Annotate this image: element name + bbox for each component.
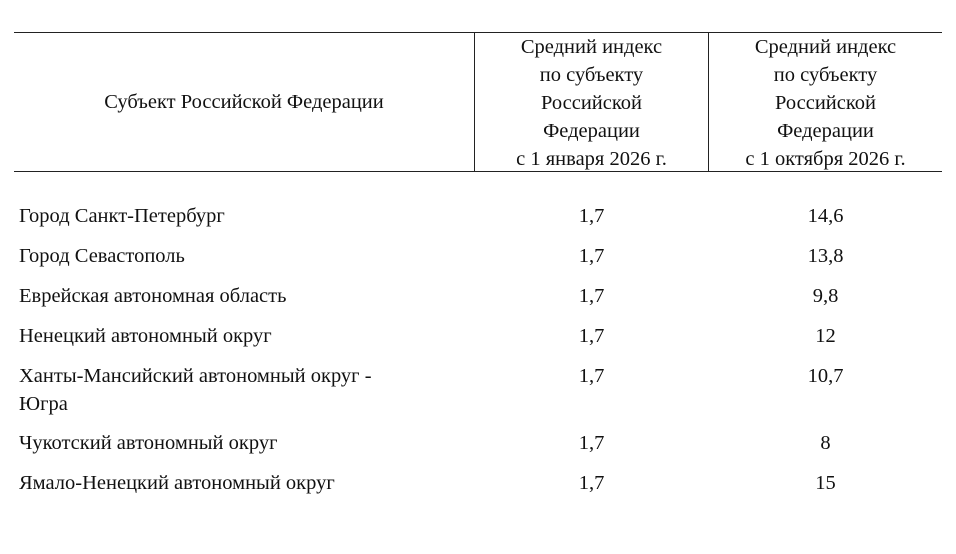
row-subject-name: Ненецкий автономный округ: [19, 325, 272, 347]
row-index-oct: 14,6: [807, 205, 844, 227]
row-index-oct: 13,8: [807, 245, 844, 267]
header-subject-label: Субъект Российской Федерации: [104, 91, 384, 113]
header-index-oct: [709, 33, 942, 171]
row-index-oct: 10,7: [807, 365, 844, 387]
row-index-jan: 1,7: [578, 432, 605, 454]
row-subject-name: Ханты-Мансийский автономный округ - Югра: [19, 365, 372, 415]
row-subject-name: Еврейская автономная область: [19, 285, 287, 307]
header-index-jan-label: Средний индекс по субъекту Российской Федерации с 1 января 2026 г.: [516, 36, 667, 170]
row-index-jan: 1,7: [578, 285, 605, 307]
row-index-oct: 9,8: [812, 285, 839, 307]
header-subject: [14, 33, 474, 171]
header-index-oct-label: Средний индекс по субъекту Российской Федерации с 1 октября 2026 г.: [745, 36, 906, 170]
row-subject-name: Город Санкт-Петербург: [19, 205, 225, 227]
row-index-jan: 1,7: [578, 245, 605, 267]
row-index-oct: 12: [815, 325, 836, 347]
table-header: [14, 32, 942, 172]
row-index-jan: 1,7: [578, 365, 605, 387]
row-index-oct: 8: [820, 432, 831, 454]
header-index-jan: [475, 33, 708, 171]
row-index-jan: 1,7: [578, 325, 605, 347]
row-index-jan: 1,7: [578, 205, 605, 227]
row-index-oct: 15: [815, 472, 836, 494]
row-subject-name: Ямало-Ненецкий автономный округ: [19, 472, 335, 494]
row-index-jan: 1,7: [578, 472, 605, 494]
row-subject-name: Чукотский автономный округ: [19, 432, 278, 454]
row-subject-name: Город Севастополь: [19, 245, 185, 267]
